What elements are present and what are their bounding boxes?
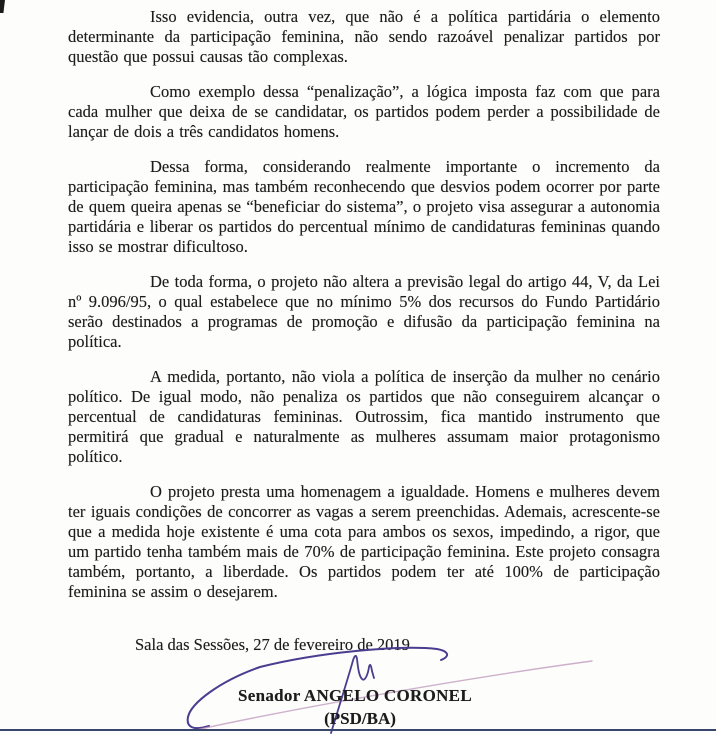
signature-diagonal-stroke	[196, 661, 592, 730]
signatory-party: (PSD/BA)	[324, 709, 396, 728]
paragraph: O projeto presta uma homenagem a igualdade. Homens e mulheres devem ter iguais condições de concorrer as vagas a serem preenchidas. Ademais, acrescente-se que a medida hoje existente é uma cota para ambos os sexos, impedindo, a rigor, que um partido tenha também mais de 70% de participação feminina. Este projeto consagra também, portanto, a liberdade. Os partidos podem ter até 100% de participação feminina se assim o desejarem.	[68, 482, 660, 601]
paragraph: Isso evidencia, outra vez, que não é a política partidária o elemento determinante da participação feminina, não sendo razoável penalizar partidos por questão que possui causas tão complexas.	[68, 7, 660, 66]
signature-zigzag-stroke	[331, 656, 374, 733]
signature-loop-stroke	[188, 648, 447, 728]
paragraph: Dessa forma, considerando realmente importante o incremento da participação feminina, mas também reconhecendo que desvios podem ocorrer por parte de quem queira apenas se “beneficiar do sistema”, o projeto visa assegurar a autonomia partidária e liberar os partidos do percentual mínimo de candidaturas femininas quando isso se mostrar dificultoso.	[68, 157, 660, 256]
date-line: Sala das Sessões, 27 de fevereiro de 2019	[135, 635, 410, 654]
signatory-name: Senador ANGELO CORONEL	[238, 686, 472, 705]
paragraph: De toda forma, o projeto não altera a previsão legal do artigo 44, V, da Lei nº 9.096/95, o qual estabelece que no mínimo 5% dos recursos do Fundo Partidário serão destinados a programas de promoção e difusão da participação feminina na política.	[68, 272, 660, 351]
paragraph: A medida, portanto, não viola a política de inserção da mulher no cenário político. De igual modo, não penaliza os partidos que não conseguirem alcançar o percentual de candidaturas femininas. Outrossim, fica mantido instrumento que permitirá que gradual e naturalmente as mulheres assumam maior protagonismo político.	[68, 367, 660, 466]
page-edge-line	[0, 729, 716, 731]
paragraph: Como exemplo dessa “penalização”, a lógica imposta faz com que para cada mulher que deixa de se candidatar, os partidos podem perder a possibilidade de lançar de dois a três candidatos homens.	[68, 82, 660, 141]
